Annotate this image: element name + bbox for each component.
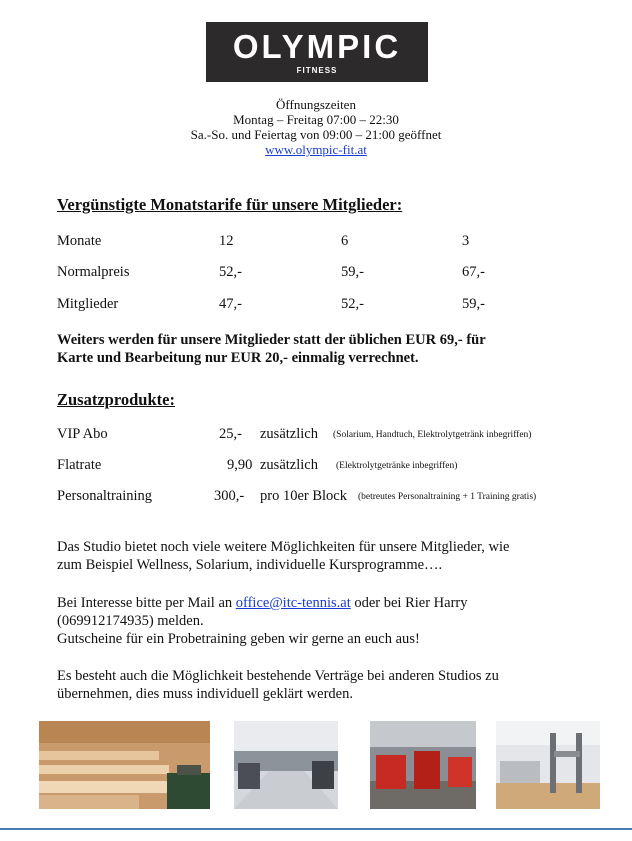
hours-weekdays: Montag – Freitag 07:00 – 22:30 bbox=[233, 112, 399, 127]
card-fee-note bbox=[57, 331, 557, 367]
tariff-value-3: 67,- bbox=[462, 264, 485, 280]
machines-photo bbox=[496, 721, 600, 809]
email-link[interactable]: office@itc-tennis.at bbox=[235, 595, 351, 611]
extra-unit: pro 10er Block bbox=[260, 488, 347, 504]
extra-unit: zusätzlich bbox=[260, 426, 318, 442]
tariff-value-3: 59,- bbox=[462, 296, 485, 312]
extra-label: VIP Abo bbox=[57, 426, 108, 442]
olympic-fitness-logo bbox=[206, 22, 428, 82]
extra-note: (Solarium, Handtuch, Elektrolytgetränk inbegriffen) bbox=[333, 430, 532, 440]
extra-unit: zusätzlich bbox=[260, 457, 318, 473]
extra-price: 9,90 bbox=[227, 457, 253, 473]
tariff-value-6: 52,- bbox=[341, 296, 364, 312]
tariff-value-12: 47,- bbox=[219, 296, 242, 312]
website-link[interactable]: www.olympic-fit.at bbox=[265, 142, 367, 157]
card-fee-line: Weiters werden für unsere Mitglieder statt der üblichen EUR 69,- für bbox=[57, 332, 486, 348]
logo-wordmark: OLYMPIC bbox=[232, 28, 402, 65]
extra-note: (Elektrolytgetränke inbegriffen) bbox=[336, 461, 458, 471]
tariff-label: Mitglieder bbox=[57, 296, 119, 312]
tariff-value-12: 52,- bbox=[219, 264, 242, 280]
tariff-label: Monate bbox=[57, 233, 102, 249]
extras-heading: Zusatzprodukte: bbox=[57, 390, 175, 409]
paragraph-line: übernehmen, dies muss individuell geklärt werden. bbox=[57, 686, 353, 702]
tariff-value-6: 59,- bbox=[341, 264, 364, 280]
weights-area-photo bbox=[370, 721, 476, 809]
page-bottom-divider bbox=[0, 828, 632, 830]
tariff-value-12: 12 bbox=[219, 233, 234, 249]
card-fee-line: Karte und Bearbeitung nur EUR 20,- einmalig verrechnet. bbox=[57, 350, 419, 366]
extra-note: (betreutes Personaltraining + 1 Training gratis) bbox=[358, 492, 537, 502]
contact-text: Bei Interesse bitte per Mail an bbox=[57, 595, 236, 611]
tariff-value-3: 3 bbox=[462, 233, 470, 249]
hours-heading: Öffnungszeiten bbox=[276, 97, 356, 112]
contract-transfer-paragraph bbox=[57, 667, 577, 703]
extra-price: 25,- bbox=[219, 426, 242, 442]
tariff-value-6: 6 bbox=[341, 233, 349, 249]
paragraph-line: zum Beispiel Wellness, Solarium, individuelle Kursprogramme…. bbox=[57, 557, 443, 573]
opening-hours bbox=[0, 97, 632, 157]
tariff-label: Normalpreis bbox=[57, 264, 130, 280]
extra-label: Flatrate bbox=[57, 457, 102, 473]
studio-offer-paragraph bbox=[57, 538, 577, 574]
extra-price: 300,- bbox=[214, 488, 245, 504]
paragraph-line: Es besteht auch die Möglichkeit bestehende Verträge bei anderen Studios zu bbox=[57, 668, 499, 684]
gym-hall-photo bbox=[234, 721, 338, 809]
phone-line: (069912174935) melden. bbox=[57, 613, 204, 629]
paragraph-line: Das Studio bietet noch viele weitere Möglichkeiten für unsere Mitglieder, wie bbox=[57, 539, 510, 555]
sauna-photo bbox=[39, 721, 210, 809]
contact-text: oder bei Rier Harry bbox=[350, 595, 468, 611]
logo-subtitle: FITNESS bbox=[296, 66, 338, 75]
contact-paragraph bbox=[57, 594, 577, 648]
tariffs-heading: Vergünstigte Monatstarife für unsere Mitglieder: bbox=[57, 195, 403, 214]
hours-weekend: Sa.-So. und Feiertag von 09:00 – 21:00 geöffnet bbox=[190, 127, 442, 142]
extra-label: Personaltraining bbox=[57, 488, 153, 504]
voucher-line: Gutscheine für ein Probetraining geben wir gerne an euch aus! bbox=[57, 631, 420, 647]
